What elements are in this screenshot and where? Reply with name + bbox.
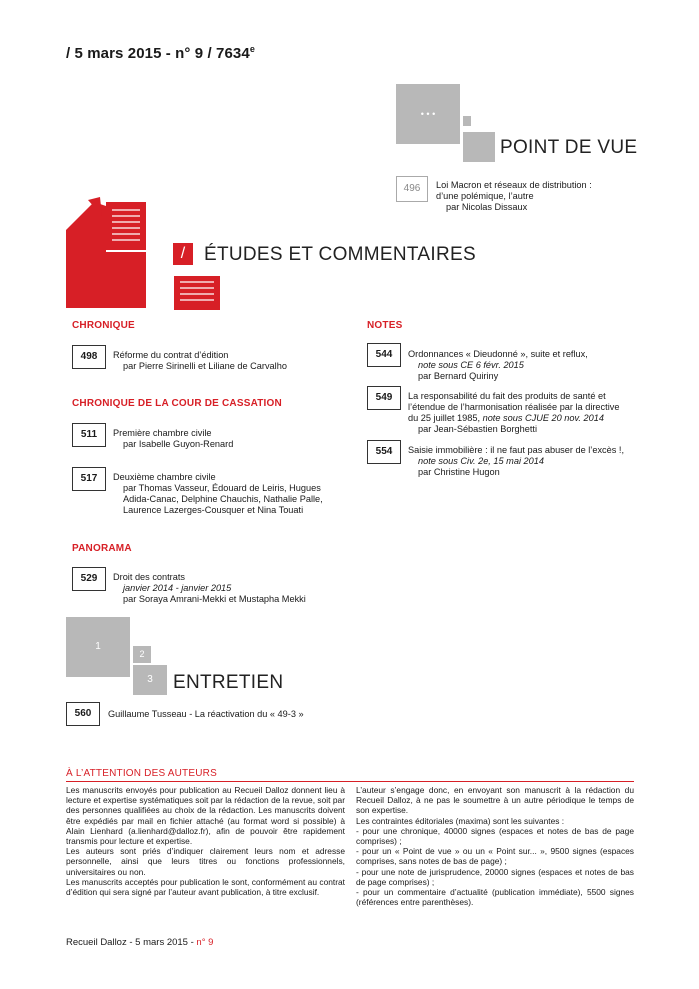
entry-panorama[interactable]: Droit des contrats janvier 2014 - janvier 2015 par Soraya Amrani-Mekki et Mustapha Mekki [113, 572, 306, 604]
point-de-vue-icon: • • • [396, 84, 460, 144]
category-panorama: PANORAMA [72, 543, 132, 554]
entretien-badge-2: 2 [133, 646, 151, 663]
entry-number: 560 [66, 702, 100, 726]
entry-number: 544 [367, 343, 401, 367]
section-title-point-de-vue: POINT DE VUE [500, 137, 638, 158]
square-icon [463, 132, 495, 162]
entretien-badge-3: 3 [133, 665, 167, 695]
entry-notes-544[interactable]: Ordonnances « Dieudonné », suite et reflux, note sous CE 6 févr. 2015 par Bernard Quiriny [408, 349, 588, 381]
category-chronique: CHRONIQUE [72, 320, 135, 331]
entry-number: 529 [72, 567, 106, 591]
documents-icon [66, 196, 226, 310]
entretien-badge-1: 1 [66, 617, 130, 677]
entry-number: 498 [72, 345, 106, 369]
notice-right-column: L’auteur s’engage donc, en envoyant son manuscrit à la rédaction du Recueil Dalloz, à ne pas le soumettre à un autre périodique le temps de son expertise. Les contraintes éditoriales (maxima) sont les suivantes : - pour une chronique, 40000 signes (espaces et notes de bas de page comprises) ; - pour un « Point de vue » ou un « Point sur... », 9500 signes (espaces comprises, sans notes de bas de page) ; - pour une note de jurisprudence, 20000 signes (espaces et notes de bas de page comprises) ; - pour un commentaire d’actualité (publication immédiate), 5500 signes (références entre parenthèses). [356, 785, 634, 908]
entry-number: 496 [396, 176, 428, 202]
category-cour-cassation: CHRONIQUE DE LA COUR DE CASSATION [72, 398, 282, 409]
entry-notes-549[interactable]: La responsabilité du fait des produits de santé et l’étendue de l’harmonisation réalisée par la directive du 25 juillet 1985, note sous CJUE 20 nov. 2014 par Jean-Sébastien Borghetti [408, 391, 620, 434]
notice-left-column: Les manuscrits envoyés pour publication au Recueil Dalloz donnent lieu à lecture et expertise systématiques soit par la rédaction de la revue, soit par des personnes qualifiées au choix de la rédaction. Les manuscrits doivent être expédiés par mail en fichier attaché (au format word si possible) à Alain Lienhard (a.lienhard@dalloz.fr), afin de pouvoir être rapidement transmis pour lecture et expertise. Les auteurs sont priés d’indiquer clairement leurs nom et adresse personnelle, ainsi que leurs titres ou fonctions professionnels, universitaires ou non. Les manuscrits acceptés pour publication le sont, conformément au contrat d’édition qui sera signé par l’auteur avant publication, à titre exclusif. [66, 785, 345, 898]
entry-number: 554 [367, 440, 401, 464]
entry-cassation-511[interactable]: Première chambre civile par Isabelle Guyon-Renard [113, 428, 234, 449]
divider [66, 781, 634, 782]
entry-number: 517 [72, 467, 106, 491]
issue-reference: / 5 mars 2015 - n° 9 / 7634e [66, 44, 255, 62]
footer: Recueil Dalloz - 5 mars 2015 - n° 9 [66, 937, 214, 948]
section-title-etudes: ÉTUDES ET COMMENTAIRES [204, 244, 476, 265]
notice-heading: À L’ATTENTION DES AUTEURS [66, 768, 217, 779]
entry-notes-554[interactable]: Saisie immobilière : il ne faut pas abuser de l’excès !, note sous Civ. 2e, 15 mai 2014 par Christine Hugon [408, 445, 625, 477]
entry-number: 549 [367, 386, 401, 410]
section-title-entretien: ENTRETIEN [173, 672, 284, 693]
entry-point-de-vue[interactable]: Loi Macron et réseaux de distribution : d’une polémique, l’autre par Nicolas Dissaux [436, 180, 592, 212]
entry-chronique[interactable]: Réforme du contrat d’édition par Pierre Sirinelli et Liliane de Carvalho [113, 350, 287, 371]
small-square-icon [463, 116, 471, 126]
entry-entretien[interactable]: Guillaume Tusseau - La réactivation du « 49-3 » [108, 709, 304, 719]
entry-number: 511 [72, 423, 106, 447]
slash-badge: / [173, 243, 193, 265]
category-notes: NOTES [367, 320, 403, 331]
entry-cassation-517[interactable]: Deuxième chambre civile par Thomas Vasseur, Édouard de Leiris, Hugues Adida-Canac, Delphine Chauchis, Nathalie Palle, Laurence Lazerges-Cousquer et Nina Touati [113, 472, 323, 515]
